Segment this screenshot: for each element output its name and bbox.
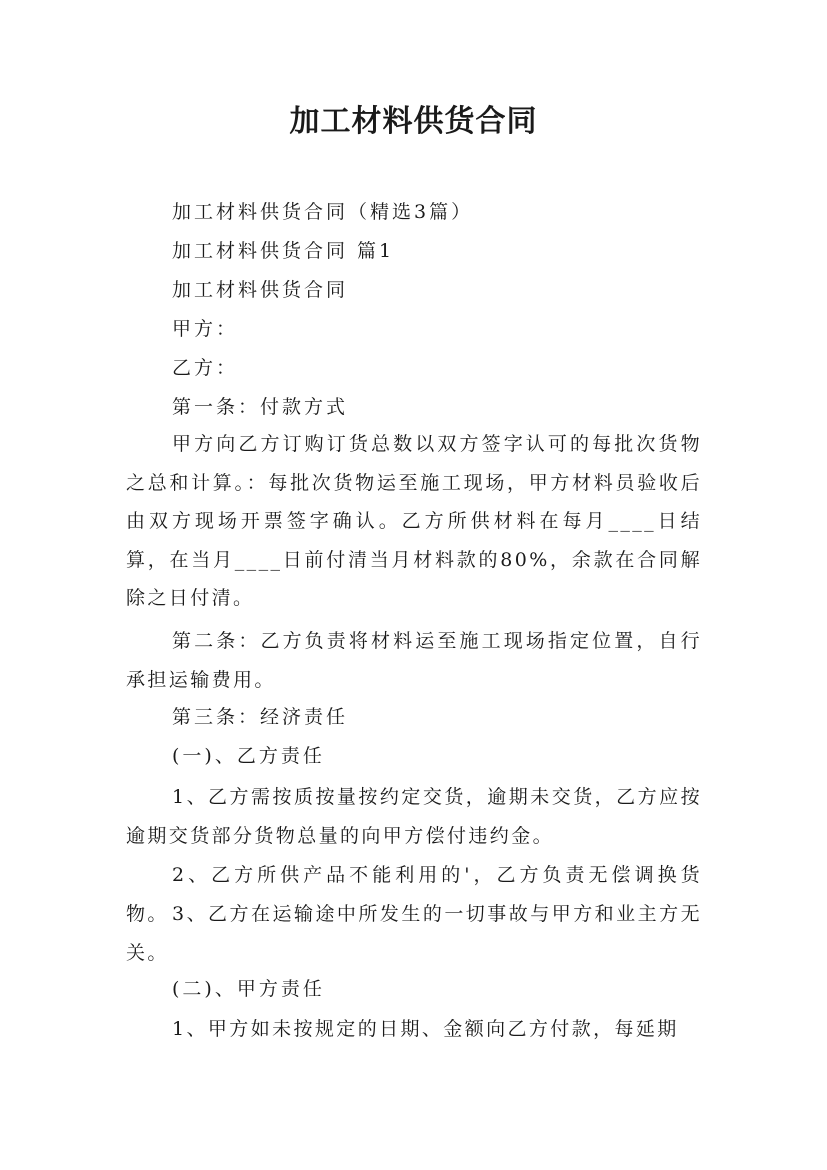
- clause-3-heading: 第三条：经济责任: [172, 706, 349, 728]
- party-b-duty-2: 2、乙方所供产品不能利用的'，乙方负责无偿调换货物。: [126, 864, 702, 925]
- party-a-duty-1: 1、甲方如未按规定的日期、金额向乙方付款，每延期: [172, 1018, 679, 1040]
- party-a-line: 甲方：: [172, 318, 239, 340]
- clause-1-paragraph: 甲方向乙方订购订货总数以双方签字认可的每批次货物之总和计算。：每批次货物运至施工现场，甲方材料员验收后由双方现场开票签字确认。乙方所供材料在每月____日结算，在当月____日前付清当月材料款的80%，余款在合同解除之日付清。: [126, 433, 702, 609]
- section-heading: 加工材料供货合同 篇1: [172, 240, 395, 262]
- party-a-duty-heading: (二)、甲方责任: [172, 978, 325, 1000]
- document-title: 加工材料供货合同: [289, 104, 538, 139]
- party-b-duty-heading: (一)、乙方责任: [172, 745, 325, 767]
- contract-name-line: 加工材料供货合同: [172, 279, 349, 301]
- clause-2-paragraph: 第二条：乙方负责将材料运至施工现场指定位置，自行承担运输费用。: [126, 630, 702, 691]
- party-b-duty-3: 3、乙方在运输途中所发生的一切事故与甲方和业主方无关。: [126, 903, 702, 964]
- party-b-duty-1: 1、乙方需按质按量按约定交货，逾期未交货，乙方应按逾期交货部分货物总量的向甲方偿付违约金。: [126, 786, 702, 847]
- clause-1-heading: 第一条：付款方式: [172, 396, 349, 418]
- party-b-line: 乙方：: [172, 357, 239, 379]
- subtitle-line: 加工材料供货合同（精选3篇）: [172, 201, 474, 223]
